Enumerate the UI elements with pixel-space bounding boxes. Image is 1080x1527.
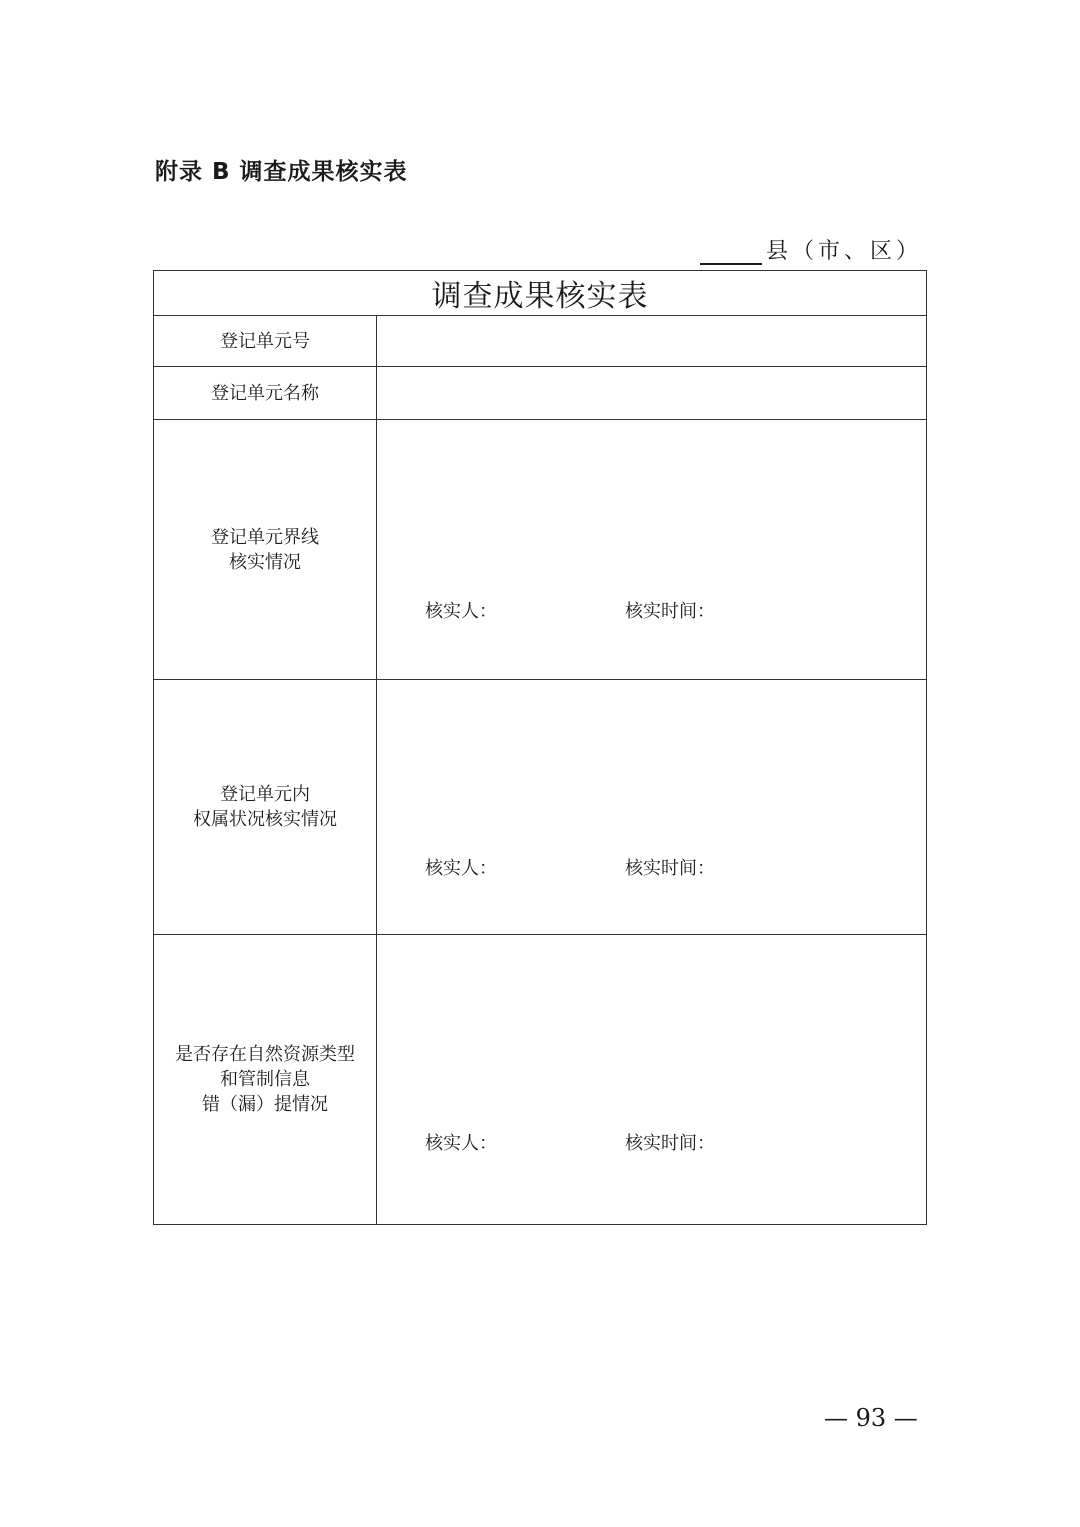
verify-time-label: 核实时间： bbox=[625, 601, 715, 622]
verify-time-label: 核实时间： bbox=[625, 1133, 715, 1154]
county-blank-line bbox=[700, 237, 762, 265]
table-row-resource-info bbox=[154, 935, 927, 1225]
table-row-unit-name bbox=[154, 367, 927, 420]
page-number: — 93 — bbox=[824, 1404, 918, 1432]
county-suffix: 县（市、区） bbox=[765, 239, 922, 264]
appendix-heading: 附录 B 调查成果核实表 bbox=[155, 159, 408, 185]
row-label-line: 登记单元界线 bbox=[211, 526, 319, 548]
verification-table bbox=[153, 270, 927, 1225]
verifier-label: 核实人： bbox=[425, 601, 497, 622]
row-label-line: 和管制信息 bbox=[220, 1069, 310, 1090]
row-label-line: 登记单元名称 bbox=[211, 382, 319, 404]
row-label-ownership bbox=[154, 680, 377, 935]
value-cell-unit-name bbox=[377, 367, 927, 420]
value-cell-ownership bbox=[377, 680, 927, 935]
table-row-unit-number bbox=[154, 316, 927, 367]
value-cell-resource-info bbox=[377, 935, 927, 1225]
table-row-ownership bbox=[154, 680, 927, 935]
row-label-line: 错（漏）提情况 bbox=[202, 1094, 328, 1115]
value-cell-unit-number bbox=[377, 316, 927, 367]
row-label-unit-number bbox=[154, 316, 377, 367]
row-label-resource-info bbox=[154, 935, 377, 1225]
row-label-line: 登记单元内 bbox=[220, 784, 310, 805]
row-label-line: 是否存在自然资源类型 bbox=[175, 1044, 355, 1065]
verifier-label: 核实人： bbox=[425, 858, 497, 879]
row-label-line: 登记单元号 bbox=[220, 330, 310, 352]
row-label-line: 核实情况 bbox=[229, 551, 301, 573]
table-title: 调查成果核实表 bbox=[154, 271, 927, 316]
county-field bbox=[700, 234, 922, 265]
verifier-label: 核实人： bbox=[425, 1133, 497, 1154]
verify-time-label: 核实时间： bbox=[625, 858, 715, 879]
row-label-boundary bbox=[154, 420, 377, 680]
table-row-boundary bbox=[154, 420, 927, 680]
row-label-unit-name bbox=[154, 367, 377, 420]
value-cell-boundary bbox=[377, 420, 927, 680]
table-title-row bbox=[154, 271, 927, 316]
row-label-line: 权属状况核实情况 bbox=[193, 809, 337, 830]
